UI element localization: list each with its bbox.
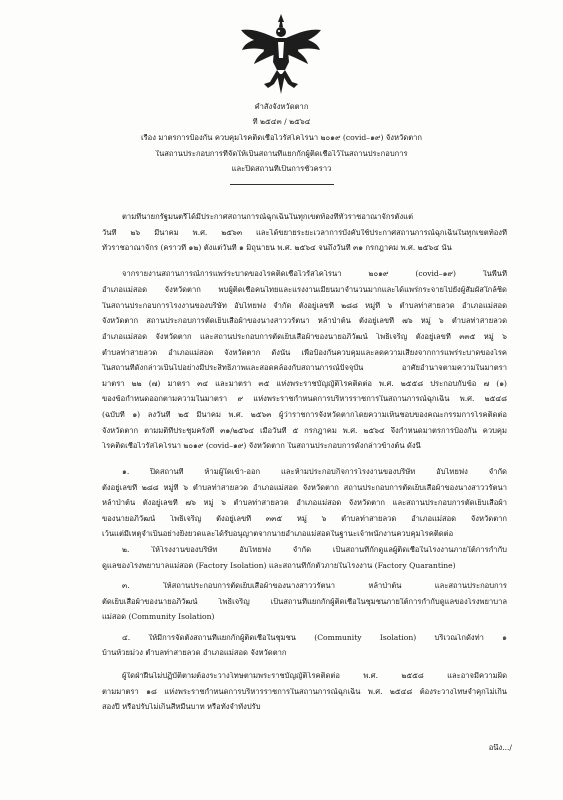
body-line: (ฉบับที่ ๑) ลงวันที่ ๒๕ มีนาคม พ.ศ. ๒๕๖๓ ผู้ว่าราชการจังหวัดตากโดยความเห็นชอบของคณะกรรมการโรคติดต่อ: [102, 411, 507, 419]
garuda-emblem-icon: [238, 12, 324, 96]
body-line: บ้านห้วยม่วง ตำบลท่าสายลวด อำเภอแม่สอด จังหวัดตาก: [102, 649, 287, 657]
body-line: แม่สอด (Community Isolation): [102, 613, 215, 621]
body-line: อำเภอแม่สอด จังหวัดตาก พบผู้ติดเชื้อคนไทยและแรงงานเมียนมาจำนวนมากและได้แพร่กระจายไปยังผู้สัมผัสใกล้ชิด: [102, 286, 507, 294]
order-number: ที่ ๒๕๔๓ / ๒๕๖๔: [252, 118, 311, 126]
body-line: ของข้อกำหนดออกตามความในมาตรา ๙ แห่งพระราชกำหนดการบริหารราชการในสถานการณ์ฉุกเฉิน พ.ศ. ๒๕๔๘: [102, 395, 507, 403]
body-line: ตั้งอยู่เลขที่ ๒๘๘ หมู่ที่ ๖ ตำบลท่าสายลวด อำเภอแม่สอด จังหวัดตาก สถานประกอบการตัดเย็บเสื้อผ้าของนางสาววรัตนา: [102, 484, 507, 492]
body-line: จากรายงานสถานการณ์การแพร่ระบาดของโรคติดเชื้อไวรัสโคโรนา ๒๐๑๙ (covid–๑๙) ในพื้นที่: [122, 270, 507, 278]
body-line: อำเภอแม่สอด จังหวัดตาก และสถานประกอบการตัดเย็บเสื้อผ้าของนายอภิวัฒน์ โพธิเจริญ ตั้งอยู่เลขที่ ๓๓๕ หมู่ ๖: [102, 333, 507, 341]
order-issuer: คำสั่งจังหวัดตาก: [254, 103, 309, 111]
body-line: มาตรา ๒๒ (๗) มาตรา ๓๔ และมาตรา ๓๕ แห่งพระราชบัญญัติโรคติดต่อ พ.ศ. ๒๕๕๘ ประกอบกับข้อ ๗ (๑): [102, 380, 507, 388]
body-line: ของนายอภิวัฒน์ โพธิเจริญ ตั้งอยู่เลขที่ ๓๓๕ หมู่ ๖ ตำบลท่าสายลวด อำเภอแม่สอด จังหวัดตาก: [102, 515, 507, 523]
body-line: ทั่วราชอาณาจักร (คราวที่ ๑๒) ตั้งแต่วันที่ ๑ มิถุนายน พ.ศ. ๒๕๖๔ จนถึงวันที่ ๓๑ กรกฎาคม พ.ศ. ๒๕๖๔ นั้น: [102, 244, 452, 252]
body-line: ตามที่นายกรัฐมนตรีได้มีประกาศสถานการณ์ฉุกเฉินในทุกเขตท้องที่ทั่วราชอาณาจักรตั้งแต่: [122, 213, 413, 221]
body-line: ในสถานประกอบการโรงงานของบริษัท อับไทยฟง จำกัด ตั้งอยู่เลขที่ ๒๘๘ หมู่ที่ ๖ ตำบลท่าสายลวด อำเภอแม่สอด: [102, 302, 507, 310]
subject-line: เรื่อง มาตรการป้องกัน ควบคุมโรคติดเชื้อไวรัสโคโรนา ๒๐๑๙ (covid–๑๙) จังหวัดตาก: [140, 134, 423, 142]
body-line: หล้าป่าต้น ตั้งอยู่เลขที่ ๗๖ หมู่ ๖ ตำบลท่าสายลวด อำเภอแม่สอด จังหวัดตาก และสถานประกอบการตัดเย็บเสื้อผ้า: [102, 499, 507, 507]
body-line: ในสถานที่ดังกล่าวเป็นไปอย่างมีประสิทธิภาพและสอดคล้องกับสถานการณ์ปัจจุบัน อาศัยอำนาจตามความในมาตรา: [102, 364, 507, 372]
body-line: ผู้ใดฝ่าฝืนไม่ปฏิบัติตามต้องระวางโทษตามพระราชบัญญัติโรคติดต่อ พ.ศ. ๒๕๕๘ และอาจมีความผิด: [122, 672, 507, 680]
body-line: ตัดเย็บเสื้อผ้าของนายอภิวัฒน์ โพธิเจริญ เป็นสถานที่แยกกักผู้ติดเชื้อในชุมชนภายใต้การกำกับดูแลของโรงพยาบาล: [102, 598, 507, 606]
body-line: ๔. ให้มีการจัดตั้งสถานที่แยกกักผู้ติดเชื้อในชุมชน (Community Isolation) บริเวณโกดังท่า ๑: [122, 634, 507, 642]
continued-marker: อนึ่ง.../: [488, 744, 512, 752]
body-line: โรคติดเชื้อไวรัสโคโรนา ๒๐๑๙ (covid–๑๙) จังหวัดตาก ในสถานประกอบการดังกล่าวข้างต้น ดังนี้: [102, 442, 421, 450]
subject-line: และปิดสถานที่เป็นการชั่วคราว: [231, 165, 332, 173]
body-line: ตามมาตรา ๑๘ แห่งพระราชกำหนดการบริหารราชการในสถานการณ์ฉุกเฉิน พ.ศ. ๒๕๔๘ ต้องระวางโทษจำคุกไม่เกิน: [102, 688, 507, 696]
body-line: ๑. ปิดสถานที่ ห้ามผู้ใดเข้า-ออก และห้ามประกอบกิจการโรงงานของบริษัท อับไทยฟง จำกัด: [122, 468, 507, 476]
header-divider: [230, 184, 334, 185]
body-line: จังหวัดตาก สถานประกอบการตัดเย็บเสื้อผ้าของนางสาววรัตนา หล้าป่าต้น ตั้งอยู่เลขที่ ๗๖ หมู่ ๖ ตำบลท่าสายลวด: [102, 317, 507, 325]
body-line: วันที่ ๒๖ มีนาคม พ.ศ. ๒๕๖๓ และได้ขยายระยะเวลาการบังคับใช้ประกาศสถานการณ์ฉุกเฉินในทุกเขตท้องที่: [102, 229, 507, 237]
body-line: เว้นแต่มีเหตุจำเป็นอย่างยิ่งยวดและได้รับอนุญาตจากนายอำเภอแม่สอดในฐานะเจ้าพนักงานควบคุมโรคติดต่อ: [102, 530, 454, 538]
body-line: สองปี หรือปรับไม่เกินสี่หมื่นบาท หรือทั้งจำทั้งปรับ: [102, 703, 261, 711]
body-line: ๓. ให้สถานประกอบการตัดเย็บเสื้อผ้าของนางสาววรัตนา หล้าป่าต้น และสถานประกอบการ: [122, 582, 507, 590]
subject-line: ในสถานประกอบการที่จัดให้เป็นสถานที่แยกกักผู้ติดเชื้อไว้ในสถานประกอบการ: [155, 150, 408, 158]
body-line: จังหวัดตาก ตามมติที่ประชุมครั้งที่ ๓๑/๒๕๖๔ เมื่อวันที่ ๕ กรกฎาคม พ.ศ. ๒๕๖๔ จึงกำหนดมาตรการป้องกัน ควบคุม: [102, 427, 507, 435]
body-line: ตำบลท่าสายลวด อำเภอแม่สอด จังหวัดตาก ดังนั้น เพื่อป้องกันควบคุมและลดความเสี่ยงจากการแพร่ระบาดของโรค: [102, 349, 507, 357]
body-line: ดูแลของโรงพยาบาลแม่สอด (Factory Isolation) และสถานที่กักตัวภายในโรงงาน (Factory Quarantine): [102, 562, 456, 570]
body-line: ๒. ให้โรงงานของบริษัท อับไทยฟง จำกัด เป็นสถานที่กักดูแลผู้ติดเชื้อในโรงงานภายใต้การกำกับ: [122, 546, 507, 554]
